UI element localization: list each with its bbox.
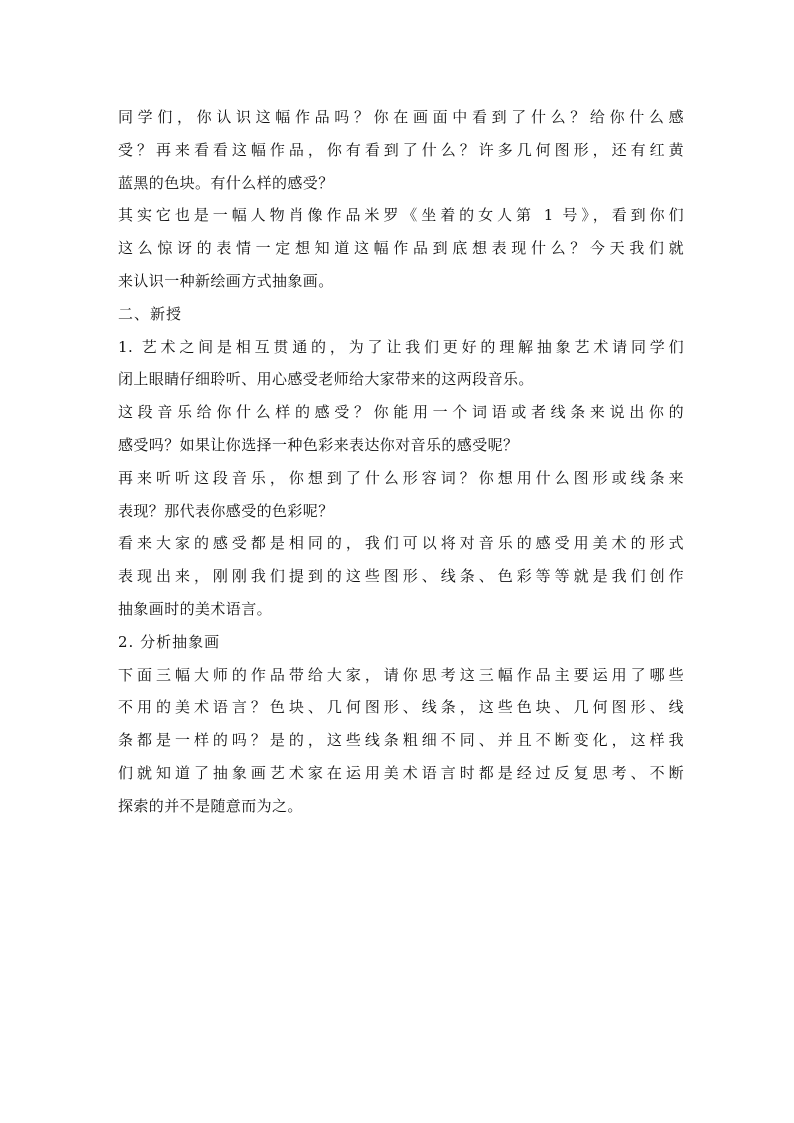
paragraph-line: 闭上眼睛仔细聆听、用心感受老师给大家带来的这两段音乐。 <box>118 370 534 389</box>
paragraph-line: 来认识一种新绘画方式抽象画。 <box>118 271 334 290</box>
paragraph-line: 感受吗？如果让你选择一种色彩来表达你对音乐的感受呢？ <box>118 435 519 454</box>
document-body <box>118 101 684 823</box>
paragraph-line: 条都是一样的吗？是的，这些线条粗细不同、并且不断变化，这样我 <box>118 731 684 750</box>
paragraph-line: 表现出来，刚刚我们提到的这些图形、线条、色彩等等就是我们创作 <box>118 567 684 586</box>
paragraph-line: 其实它也是一幅人物肖像作品米罗《坐着的女人第 1 号》，看到你们 <box>118 206 684 225</box>
paragraph-line: 表现？那代表你感受的色彩呢？ <box>118 501 334 520</box>
paragraph-line: 再来听听这段音乐，你想到了什么形容词？你想用什么图形或线条来 <box>118 468 684 487</box>
paragraph-line: 下面三幅大师的作品带给大家，请你思考这三幅作品主要运用了哪些 <box>118 665 684 684</box>
paragraph-line: 蓝黑的色块。有什么样的感受？ <box>118 173 334 192</box>
paragraph-line: 同学们，你认识这幅作品吗？你在画面中看到了什么？给你什么感 <box>118 108 684 126</box>
paragraph-line: 不用的美术语言？色块、几何图形、线条，这些色块、几何图形、线 <box>118 698 684 717</box>
section-heading: 2. 分析抽象画 <box>118 632 221 651</box>
paragraph-line: 这段音乐给你什么样的感受？你能用一个词语或者线条来说出你的 <box>118 403 684 422</box>
paragraph-line: 们就知道了抽象画艺术家在运用美术语言时都是经过反复思考、不断 <box>118 763 684 782</box>
paragraph-line: 受？再来看看这幅作品，你有看到了什么？许多几何图形，还有红黄 <box>118 140 684 159</box>
paragraph-line: 看来大家的感受都是相同的，我们可以将对音乐的感受用美术的形式 <box>118 534 684 553</box>
section-heading: 二、新授 <box>118 304 183 323</box>
paragraph-line: 抽象画时的美术语言。 <box>118 599 273 618</box>
paragraph-line: 这么惊讶的表情一定想知道这幅作品到底想表现什么？今天我们就 <box>118 239 684 258</box>
paragraph-line: 探索的并不是随意而为之。 <box>118 796 303 815</box>
paragraph-line: 1. 艺术之间是相互贯通的，为了让我们更好的理解抽象艺术请同学们 <box>118 337 684 356</box>
